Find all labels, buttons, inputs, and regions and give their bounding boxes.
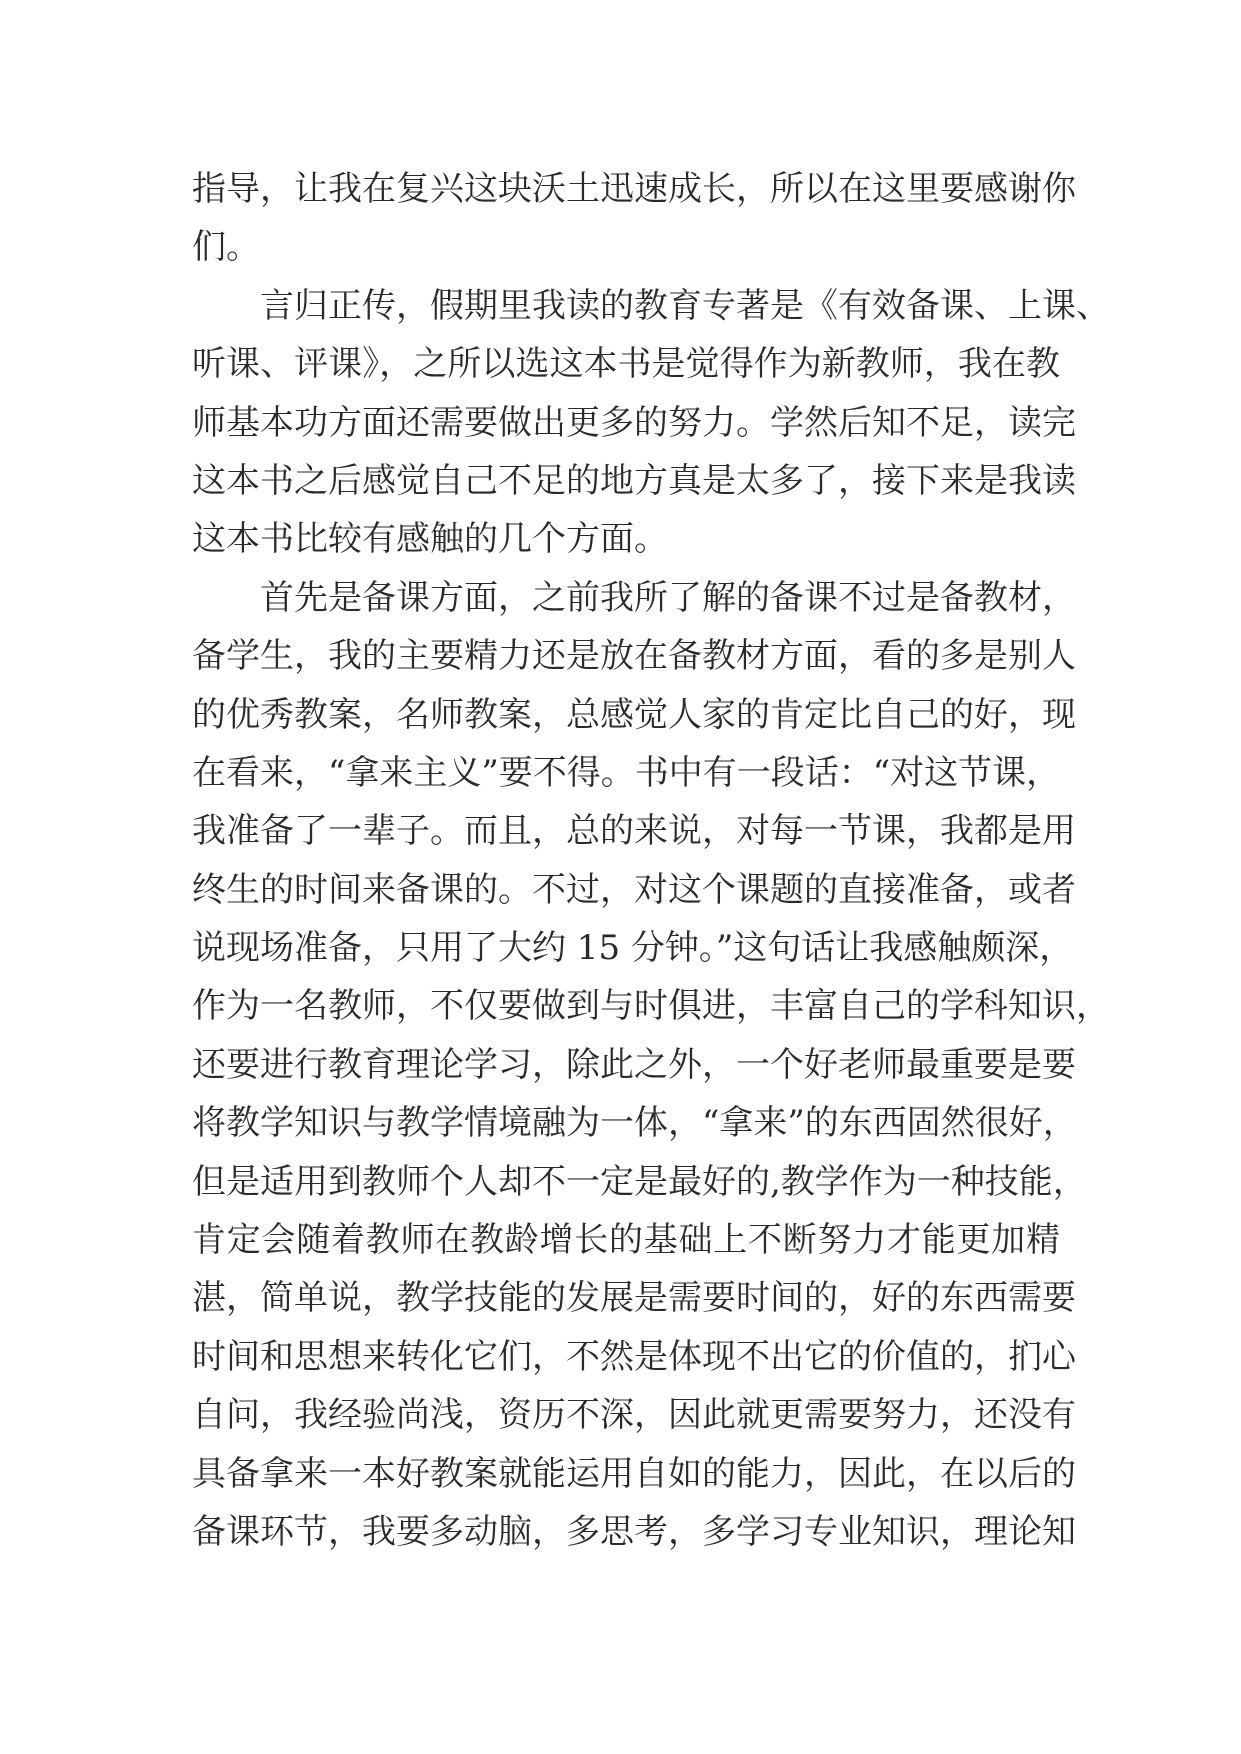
text-line: 具备拿来一本好教案就能运用自如的能力，因此，在以后的 bbox=[192, 1453, 1076, 1494]
text-line: 将教学知识与教学情境融为一体，“拿来”的东西固然很好， bbox=[192, 1103, 1077, 1144]
text-line: 但是适用到教师个人却不一定是最好的,教学作为一种技能， bbox=[192, 1161, 1087, 1202]
text-line: 时间和思想来转化它们，不然是体现不出它的价值的，扪心 bbox=[192, 1336, 1076, 1377]
text-line: 的优秀教案，名师教案，总感觉人家的肯定比自己的好，现 bbox=[192, 694, 1076, 735]
text-line: 说现场准备，只用了大约 15 分钟。”这句话让我感触颇深， bbox=[192, 928, 1074, 969]
text-line: 备学生，我的主要精力还是放在备教材方面，看的多是别人 bbox=[192, 636, 1076, 677]
text-line: 这本书之后感觉自己不足的地方真是太多了，接下来是我读 bbox=[192, 460, 1076, 501]
text-line: 听课、评课》，之所以选这本书是觉得作为新教师，我在教 bbox=[192, 344, 1060, 385]
text-line: 自问，我经验尚浅，资历不深，因此就更需要努力，还没有 bbox=[192, 1395, 1076, 1436]
text-line: 们。 bbox=[192, 227, 260, 268]
text-line: 终生的时间来备课的。不过，对这个课题的直接准备，或者 bbox=[192, 869, 1076, 910]
text-line: 还要进行教育理论学习，除此之外，一个好老师最重要是要 bbox=[192, 1044, 1076, 1085]
text-line: 这本书比较有感触的几个方面。 bbox=[192, 519, 668, 560]
text-line: 作为一名教师，不仅要做到与时俱进，丰富自己的学科知识， bbox=[192, 986, 1110, 1027]
document-body bbox=[192, 160, 1110, 1561]
text-line: 备课环节，我要多动脑，多思考，多学习专业知识，理论知 bbox=[192, 1511, 1076, 1552]
paragraph-start-line: 首先是备课方面，之前我所了解的备课不过是备教材， bbox=[260, 577, 1076, 618]
text-line: 在看来，“拿来主义”要不得。书中有一段话：“对这节课， bbox=[192, 752, 1061, 793]
text-line: 师基本功方面还需要做出更多的努力。学然后知不足，读完 bbox=[192, 402, 1076, 443]
paragraph-start-line: 言归正传，假期里我读的教育专著是《有效备课、上课、 bbox=[260, 285, 1110, 326]
text-line: 湛，简单说，教学技能的发展是需要时间的，好的东西需要 bbox=[192, 1278, 1076, 1319]
text-line: 指导，让我在复兴这块沃土迅速成长，所以在这里要感谢你 bbox=[192, 169, 1076, 209]
text-line: 肯定会随着教师在教龄增长的基础上不断努力才能更加精 bbox=[192, 1220, 1060, 1261]
text-line: 我准备了一辈子。而且，总的来说，对每一节课，我都是用 bbox=[192, 811, 1076, 852]
